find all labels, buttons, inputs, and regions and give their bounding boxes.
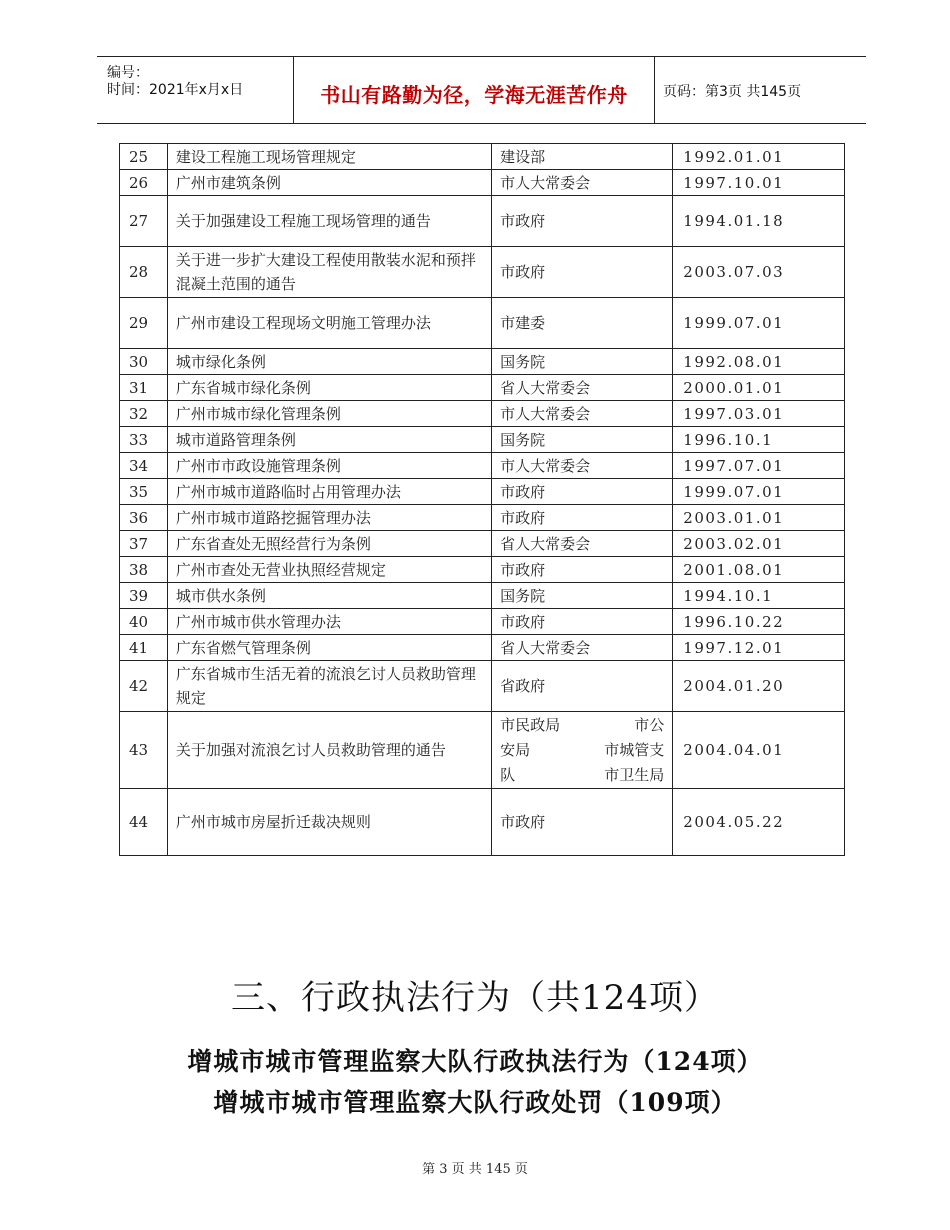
table-row [120, 375, 845, 401]
row-title: 广州市市政设施管理条例 [167, 453, 491, 479]
subheading-enforcement: 增城市城市管理监察大队行政执法行为（124项） [187, 1047, 763, 1076]
row-date [673, 789, 845, 856]
page-label: 页码：第3页 共145页 [663, 84, 802, 100]
subheading-penalty: 增城市城市管理监察大队行政处罚（109项） [213, 1088, 737, 1117]
row-title: 关于加强对流浪乞讨人员救助管理的通告 [167, 712, 491, 789]
regulation-table-body [120, 144, 845, 856]
row-number: 44 [120, 789, 168, 856]
table-row [120, 401, 845, 427]
date-text: 1997.03.01 [683, 404, 785, 423]
row-number: 34 [120, 453, 168, 479]
row-date [673, 635, 845, 661]
row-date [673, 401, 845, 427]
row-number: 43 [120, 712, 168, 789]
motto: 书山有路勤为径，学海无涯苦作舟 [320, 83, 628, 107]
table-row [120, 144, 845, 170]
row-date [673, 583, 845, 609]
row-date [673, 505, 845, 531]
row-date [673, 144, 845, 170]
row-number: 33 [120, 427, 168, 453]
row-title: 城市供水条例 [167, 583, 491, 609]
row-date [673, 427, 845, 453]
row-number: 28 [120, 247, 168, 298]
table-row [120, 505, 845, 531]
row-agency: 市政府 [492, 789, 673, 856]
row-date [673, 712, 845, 789]
table-row [120, 479, 845, 505]
row-number: 31 [120, 375, 168, 401]
date-text: 2003.07.03 [683, 263, 785, 281]
row-number: 37 [120, 531, 168, 557]
row-agency: 市政府 [492, 609, 673, 635]
row-date [673, 298, 845, 349]
table-row [120, 635, 845, 661]
row-agency: 省人大常委会 [492, 635, 673, 661]
regulation-table [119, 143, 845, 856]
table-row [120, 196, 845, 247]
row-number: 29 [120, 298, 168, 349]
row-number: 30 [120, 349, 168, 375]
row-agency: 市人大常委会 [492, 453, 673, 479]
row-date [673, 375, 845, 401]
date-text: 2004.05.22 [683, 813, 785, 831]
row-agency: 市政府 [492, 505, 673, 531]
date-text: 1994.10.1 [683, 586, 774, 605]
agency-part: 安局 [500, 740, 531, 759]
row-agency: 市政府 [492, 479, 673, 505]
row-title: 广州市城市绿化管理条例 [167, 401, 491, 427]
row-title: 广东省燃气管理条例 [167, 635, 491, 661]
table-row [120, 453, 845, 479]
row-number: 27 [120, 196, 168, 247]
header-page-cell [655, 57, 866, 123]
table-row [120, 583, 845, 609]
row-title: 广东省城市绿化条例 [167, 375, 491, 401]
date-text: 2004.04.01 [683, 741, 785, 759]
agency-part: 市卫生局 [604, 765, 665, 784]
date-text: 1996.10.1 [683, 430, 774, 449]
agency-part: 市公 [634, 715, 665, 734]
row-title: 广州市城市供水管理办法 [167, 609, 491, 635]
table-row [120, 349, 845, 375]
row-title: 广州市查处无营业执照经营规定 [167, 557, 491, 583]
row-title: 广州市城市房屋折迁裁决规则 [167, 789, 491, 856]
date-text: 2003.01.01 [683, 508, 785, 527]
row-number: 42 [120, 661, 168, 712]
row-agency: 建设部 [492, 144, 673, 170]
page-header [97, 56, 866, 124]
date-text: 1997.12.01 [683, 638, 785, 657]
row-agency: 国务院 [492, 349, 673, 375]
section-heading: 三、行政执法行为（共124项） [231, 978, 719, 1018]
row-date [673, 196, 845, 247]
row-title: 城市道路管理条例 [167, 427, 491, 453]
time-label: 时间：2021年x月x日 [107, 82, 244, 98]
row-number: 32 [120, 401, 168, 427]
row-agency: 市人大常委会 [492, 170, 673, 196]
date-text: 1992.01.01 [683, 147, 785, 166]
table-row [120, 427, 845, 453]
row-title: 广州市城市道路临时占用管理办法 [167, 479, 491, 505]
row-number: 40 [120, 609, 168, 635]
table-row [120, 247, 845, 298]
table-row [120, 557, 845, 583]
row-agency: 国务院 [492, 583, 673, 609]
header-motto-cell [294, 57, 655, 123]
date-text: 1997.07.01 [683, 456, 785, 475]
row-agency: 市政府 [492, 196, 673, 247]
row-number: 35 [120, 479, 168, 505]
row-date [673, 349, 845, 375]
row-number: 26 [120, 170, 168, 196]
row-date [673, 557, 845, 583]
row-number: 41 [120, 635, 168, 661]
row-agency: 省人大常委会 [492, 531, 673, 557]
row-title: 广州市建设工程现场文明施工管理办法 [167, 298, 491, 349]
row-date [673, 609, 845, 635]
row-agency: 省人大常委会 [492, 375, 673, 401]
row-date [673, 247, 845, 298]
table-row [120, 298, 845, 349]
agency-part: 市城管支 [604, 740, 665, 759]
table-row [120, 661, 845, 712]
agency-part: 队 [500, 765, 516, 784]
row-agency: 省政府 [492, 661, 673, 712]
row-agency: 国务院 [492, 427, 673, 453]
row-title: 关于加强建设工程施工现场管理的通告 [167, 196, 491, 247]
row-title: 关于进一步扩大建设工程使用散装水泥和预拌混凝土范围的通告 [167, 247, 491, 298]
header-meta-cell [97, 57, 294, 123]
date-text: 1997.10.01 [683, 173, 785, 192]
table-row [120, 531, 845, 557]
row-number: 36 [120, 505, 168, 531]
table-row [120, 170, 845, 196]
row-agency: 市建委 [492, 298, 673, 349]
row-title: 建设工程施工现场管理规定 [167, 144, 491, 170]
row-number: 25 [120, 144, 168, 170]
row-agency: 市政府 [492, 557, 673, 583]
row-title: 广东省城市生活无着的流浪乞讨人员救助管理规定 [167, 661, 491, 712]
row-date [673, 531, 845, 557]
date-text: 1994.01.18 [683, 212, 785, 230]
date-text: 2003.02.01 [683, 534, 785, 553]
row-title: 广东省查处无照经营行为条例 [167, 531, 491, 557]
date-text: 1992.08.01 [683, 352, 785, 371]
row-title: 广州市建筑条例 [167, 170, 491, 196]
serial-label: 编号： [107, 65, 149, 81]
date-text: 2004.01.20 [683, 677, 785, 695]
row-title: 城市绿化条例 [167, 349, 491, 375]
row-date [673, 453, 845, 479]
date-text: 1999.07.01 [683, 314, 785, 332]
table-row [120, 789, 845, 856]
date-text: 1996.10.22 [683, 612, 785, 631]
row-title: 广州市城市道路挖掘管理办法 [167, 505, 491, 531]
row-number: 38 [120, 557, 168, 583]
date-text: 1999.07.01 [683, 482, 785, 501]
row-agency: 市政府 [492, 247, 673, 298]
agency-part: 市民政局 [500, 715, 561, 734]
date-text: 2001.08.01 [683, 560, 785, 579]
page-footer: 第 3 页 共 145 页 [422, 1162, 528, 1177]
table-row [120, 609, 845, 635]
date-text: 2000.01.01 [683, 378, 785, 397]
table-row [120, 712, 845, 789]
row-date [673, 479, 845, 505]
row-date [673, 661, 845, 712]
row-agency [492, 712, 673, 789]
row-agency: 市人大常委会 [492, 401, 673, 427]
row-number: 39 [120, 583, 168, 609]
row-date [673, 170, 845, 196]
